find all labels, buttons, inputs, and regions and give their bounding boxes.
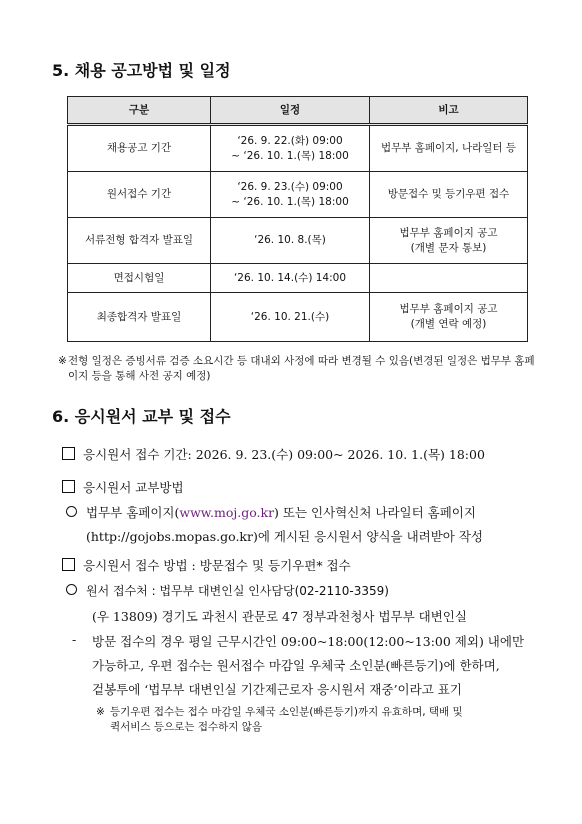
submit-address: (우 13809) 경기도 과천시 관문로 47 정부과천청사 법무부 대변인실 bbox=[92, 609, 467, 624]
row-schedule: ‘26. 10. 8.(목) bbox=[211, 218, 370, 264]
row-schedule: ‘26. 9. 22.(화) 09:00 ~ ‘26. 10. 1.(목) 18:00 bbox=[211, 125, 370, 172]
row-remark bbox=[370, 264, 528, 293]
row-remark: 법무부 홈페이지, 나라일터 등 bbox=[370, 125, 528, 172]
submit-place: 원서 접수처 : 법무부 대변인실 인사담당(02-2110-3359) bbox=[66, 582, 389, 599]
table-row bbox=[68, 125, 528, 172]
issue-method: 응시원서 교부방법 bbox=[62, 478, 184, 496]
submit-method: 응시원서 접수 방법 : 방문접수 및 등기우편* 접수 bbox=[62, 556, 351, 574]
checkbox-square-icon bbox=[62, 447, 75, 460]
row-schedule: ‘26. 9. 23.(수) 09:00 ~ ‘26. 10. 1.(목) 18:00 bbox=[211, 172, 370, 218]
application-period: 응시원서 접수 기간: 2026. 9. 23.(수) 09:00~ 2026. 10. 1.(목) 18:00 bbox=[62, 445, 485, 463]
table-row bbox=[68, 218, 528, 264]
table-row bbox=[68, 293, 528, 342]
row-remark: 법무부 홈페이지 공고 (개별 문자 통보) bbox=[370, 218, 528, 264]
section-5-title: 5. 채용 공고방법 및 일정 bbox=[52, 61, 231, 80]
schedule-table bbox=[67, 96, 528, 342]
row-schedule: ‘26. 10. 14.(수) 14:00 bbox=[211, 264, 370, 293]
note-text: 전형 일정은 증빙서류 검증 소요시간 등 대내외 사정에 따라 변경될 수 있음(변경된 일정은 법무부 홈페이지 등을 통해 사전 공지 예정) bbox=[68, 355, 535, 382]
note-mark: ※ bbox=[58, 355, 67, 367]
moj-link[interactable]: www.moj.go.kr bbox=[179, 505, 275, 520]
visit-dash: - bbox=[72, 632, 77, 647]
mail-note-line2: 퀵서비스 등으로는 접수하지 않음 bbox=[110, 721, 263, 733]
circle-bullet-icon bbox=[66, 506, 77, 517]
visit-info-line2: 가능하고, 우편 접수는 원서접수 마감일 우체국 소인분(빠른등기)에 한하며, bbox=[92, 658, 500, 673]
table-header-row bbox=[68, 97, 528, 125]
mail-note-line1: 등기우편 접수는 접수 마감일 우체국 소인분(빠른등기)까지 유효하며, 택배 및 bbox=[110, 706, 463, 718]
header-schedule: 일정 bbox=[211, 97, 370, 125]
table-row bbox=[68, 172, 528, 218]
row-remark: 법무부 홈페이지 공고 (개별 연락 예정) bbox=[370, 293, 528, 342]
header-category: 구분 bbox=[68, 97, 211, 125]
issue-detail: 법무부 홈페이지(www.moj.go.kr) 또는 인사혁신처 나라일터 홈페이지 bbox=[66, 503, 476, 521]
row-category: 채용공고 기간 bbox=[68, 125, 211, 172]
table-row bbox=[68, 264, 528, 293]
row-category: 최종합격자 발표일 bbox=[68, 293, 211, 342]
circle-bullet-icon bbox=[66, 584, 77, 595]
visit-info-line1: 방문 접수의 경우 평일 근무시간인 09:00~18:00(12:00~13:00 제외) 내에만 bbox=[92, 634, 525, 649]
row-category: 서류전형 합격자 발표일 bbox=[68, 218, 211, 264]
mail-note-mark: ※ bbox=[96, 706, 105, 718]
checkbox-square-icon bbox=[62, 480, 75, 493]
schedule-note bbox=[58, 354, 536, 384]
row-remark: 방문접수 및 등기우편 접수 bbox=[370, 172, 528, 218]
row-schedule: ‘26. 10. 21.(수) bbox=[211, 293, 370, 342]
row-category: 원서접수 기간 bbox=[68, 172, 211, 218]
issue-detail-line2: (http://gojobs.mopas.go.kr)에 게시된 응시원서 양식을 내려받아 작성 bbox=[86, 529, 483, 544]
header-remark: 비고 bbox=[370, 97, 528, 125]
checkbox-square-icon bbox=[62, 558, 75, 571]
section-6-title: 6. 응시원서 교부 및 접수 bbox=[52, 407, 231, 426]
visit-info-line3: 겉봉투에 ‘법무부 대변인실 기간제근로자 응시원서 재중’이라고 표기 bbox=[92, 682, 462, 697]
row-category: 면접시험일 bbox=[68, 264, 211, 293]
